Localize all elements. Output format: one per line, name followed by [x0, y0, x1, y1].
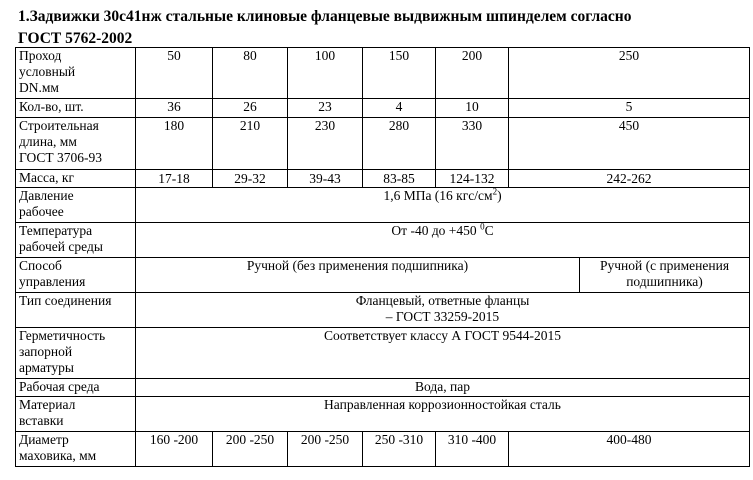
row-handwheel-diameter	[16, 432, 750, 467]
handwheel-diameter-cell: 200 -250	[288, 432, 363, 467]
row-insert-material	[16, 397, 750, 432]
row-nominal-diameter	[16, 48, 750, 99]
specification-table	[15, 47, 750, 467]
quantity-cell: 4	[363, 99, 436, 118]
mass-cell: 39-43	[288, 170, 363, 188]
dn-cell: 200	[436, 48, 509, 99]
length-cell: 180	[136, 118, 213, 170]
handwheel-diameter-cell: 400-480	[509, 432, 750, 467]
row-connection-type	[16, 293, 750, 328]
handwheel-diameter-cell: 160 -200	[136, 432, 213, 467]
row-quantity	[16, 99, 750, 118]
quantity-cell: 23	[288, 99, 363, 118]
label-valve-tightness: Герметичность запорной арматуры	[16, 328, 136, 379]
dn-cell: 100	[288, 48, 363, 99]
label-handwheel-diameter: Диаметр маховика, мм	[16, 432, 136, 467]
label-connection-type: Тип соединения	[16, 293, 136, 328]
quantity-cell: 26	[213, 99, 288, 118]
row-valve-tightness	[16, 328, 750, 379]
length-cell: 330	[436, 118, 509, 170]
row-working-medium	[16, 379, 750, 397]
mass-cell: 242-262	[509, 170, 750, 188]
document-title	[18, 6, 748, 50]
label-working-pressure: Давление рабочее	[16, 188, 136, 223]
title-line-2: ГОСТ 5762-2002	[18, 30, 133, 47]
row-mass	[16, 170, 750, 188]
dn-cell: 50	[136, 48, 213, 99]
label-quantity: Кол-во, шт.	[16, 99, 136, 118]
mass-cell: 17-18	[136, 170, 213, 188]
row-construction-length	[16, 118, 750, 170]
title-line-1: 1.Задвижки 30с41нж стальные клиновые фланцевые выдвижным шпинделем согласно	[18, 8, 632, 25]
mass-cell: 124-132	[436, 170, 509, 188]
control-method-manual-with-bearing: Ручной (с применения подшипника)	[580, 258, 750, 293]
valve-tightness-value: Соответствует классу А ГОСТ 9544-2015	[136, 328, 750, 379]
length-cell: 210	[213, 118, 288, 170]
length-cell: 230	[288, 118, 363, 170]
length-cell: 450	[509, 118, 750, 170]
mass-cell: 83-85	[363, 170, 436, 188]
label-working-medium: Рабочая среда	[16, 379, 136, 397]
label-mass: Масса, кг	[16, 170, 136, 188]
quantity-cell: 36	[136, 99, 213, 118]
quantity-cell: 10	[436, 99, 509, 118]
handwheel-diameter-cell: 310 -400	[436, 432, 509, 467]
label-nominal-diameter: Проход условный DN.мм	[16, 48, 136, 99]
working-temperature-value: От -40 до +450 $^0$С	[136, 223, 750, 258]
dn-cell: 150	[363, 48, 436, 99]
mass-cell: 29-32	[213, 170, 288, 188]
row-working-temperature	[16, 223, 750, 258]
label-working-temperature: Температура рабочей среды	[16, 223, 136, 258]
label-control-method: Способ управления	[16, 258, 136, 293]
connection-type-value: Фланцевый, ответные фланцы – ГОСТ 33259-2015	[136, 293, 750, 328]
row-working-pressure	[16, 188, 750, 223]
dn-cell: 250	[509, 48, 750, 99]
row-control-method	[16, 258, 750, 293]
insert-material-value: Направленная коррозионностойкая сталь	[136, 397, 750, 432]
handwheel-diameter-cell: 250 -310	[363, 432, 436, 467]
control-method-manual-no-bearing: Ручной (без применения подшипника)	[136, 258, 580, 293]
label-insert-material: Материал вставки	[16, 397, 136, 432]
dn-cell: 80	[213, 48, 288, 99]
handwheel-diameter-cell: 200 -250	[213, 432, 288, 467]
working-medium-value: Вода, пар	[136, 379, 750, 397]
length-cell: 280	[363, 118, 436, 170]
quantity-cell: 5	[509, 99, 750, 118]
working-pressure-value: 1,6 МПа (16 кгс/$см^2$)	[136, 188, 750, 223]
label-construction-length: Строительная длина, мм ГОСТ 3706-93	[16, 118, 136, 170]
